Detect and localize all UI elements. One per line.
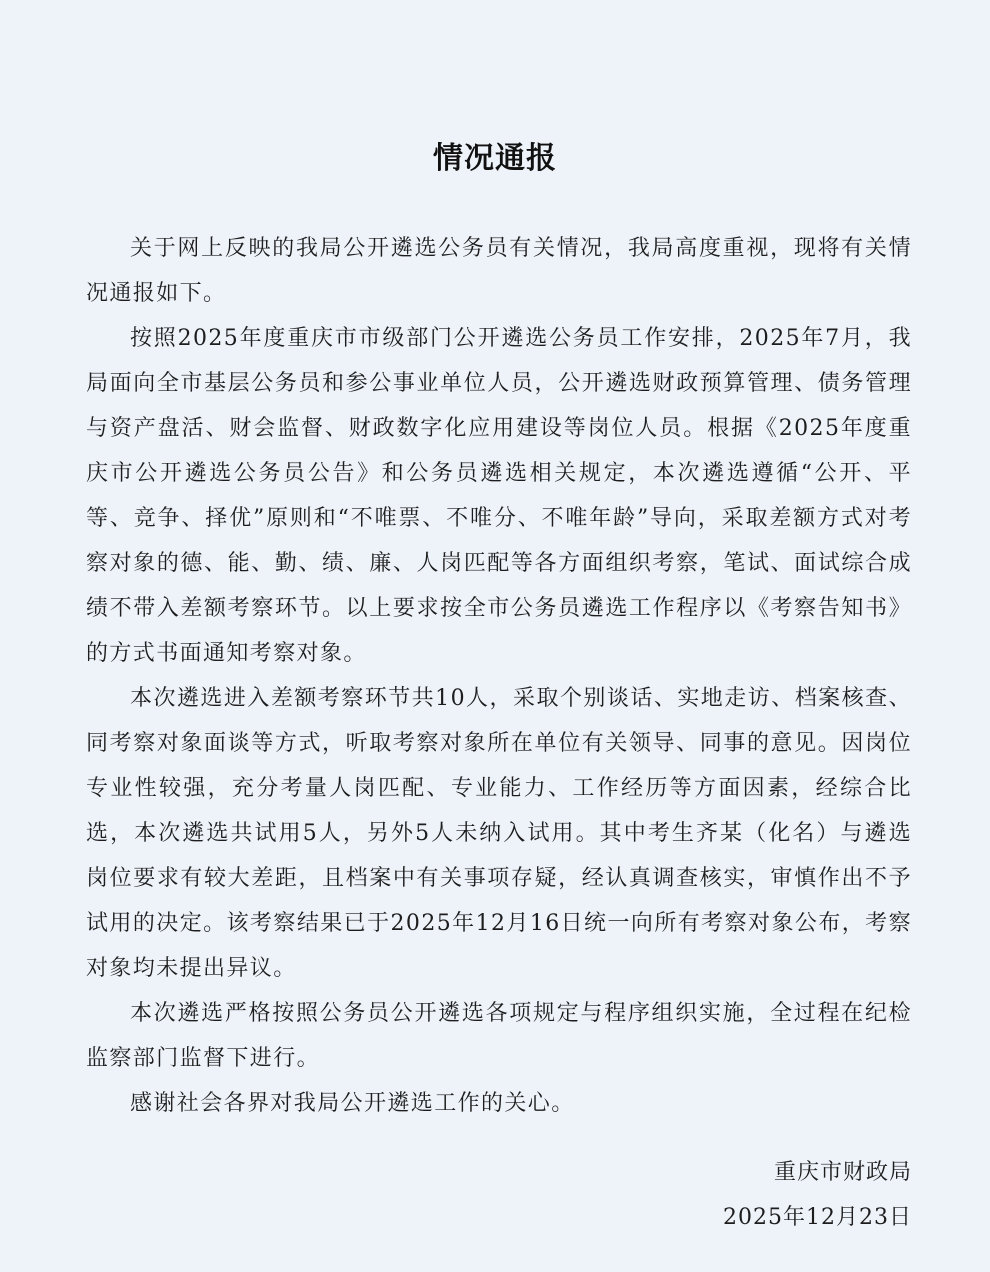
paragraph-thanks: 感谢社会各界对我局公开遴选工作的关心。 bbox=[130, 1091, 575, 1116]
signature-organization: 重庆市财政局 bbox=[773, 1160, 912, 1185]
paragraph-intro: 关于网上反映的我局公开遴选公务员有关情况，我局高度重视，现将有关情况通报如下。 bbox=[86, 236, 912, 306]
signature-block bbox=[723, 1150, 912, 1240]
paragraph-supervision: 本次遴选严格按照公务员公开遴选各项规定与程序组织实施，全过程在纪检监察部门监督下进行。 bbox=[86, 1001, 912, 1071]
signature-date: 2025年12月23日 bbox=[723, 1205, 912, 1230]
document-body bbox=[86, 226, 912, 1126]
paragraph-background: 按照2025年度重庆市市级部门公开遴选公务员工作安排，2025年7月，我局面向全市基层公务员和参公事业单位人员，公开遴选财政预算管理、债务管理与资产盘活、财会监督、财政数字化应用建设等岗位人员。根据《2025年度重庆市公开遴选公务员公告》和公务员遴选相关规定，本次遴选遵循“公开、平等、竞争、择优”原则和“不唯票、不唯分、不唯年龄”导向，采取差额方式对考察对象的德、能、勤、绩、廉、人岗匹配等各方面组织考察，笔试、面试综合成绩不带入差额考察环节。以上要求按全市公务员遴选工作程序以《考察告知书》的方式书面通知考察对象。 bbox=[86, 326, 912, 666]
paragraph-process: 本次遴选进入差额考察环节共10人，采取个别谈话、实地走访、档案核查、同考察对象面谈等方式，听取考察对象所在单位有关领导、同事的意见。因岗位专业性较强，充分考量人岗匹配、专业能力、工作经历等方面因素，经综合比选，本次遴选共试用5人，另外5人未纳入试用。其中考生齐某（化名）与遴选岗位要求有较大差距，且档案中有关事项存疑，经认真调查核实，审慎作出不予试用的决定。该考察结果已于2025年12月16日统一向所有考察对象公布，考察对象均未提出异议。 bbox=[86, 686, 912, 981]
document-title: 情况通报 bbox=[433, 141, 557, 176]
